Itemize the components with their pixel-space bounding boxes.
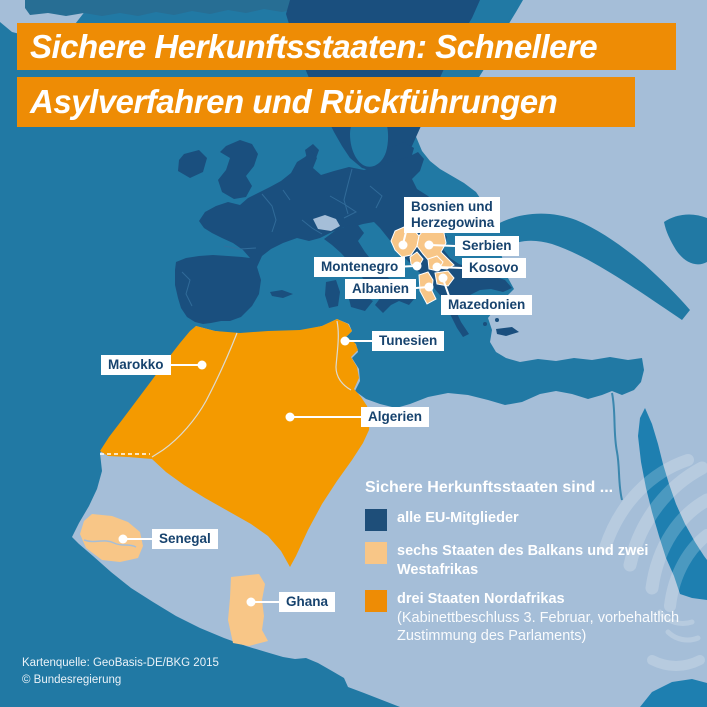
country-label-tunesien: Tunesien (372, 331, 444, 351)
legend-label-north-africa (397, 590, 689, 646)
legend-heading: Sichere Herkunftsstaaten sind ... (365, 479, 614, 496)
country-label-albanien: Albanien (345, 279, 416, 299)
legend-swatch-balkan-westafrica (365, 542, 387, 564)
source-line-copyright: © Bundesregierung (22, 673, 122, 686)
source-line-mapsource: Kartenquelle: GeoBasis-DE/BKG 2015 (22, 657, 219, 669)
legend (365, 479, 695, 657)
country-label-montenegro: Montenegro (314, 257, 405, 277)
legend-item-balkan-westafrica (365, 542, 695, 579)
ghana-shape (228, 574, 268, 646)
source-credit (22, 655, 219, 688)
country-label-kosovo: Kosovo (462, 258, 526, 278)
country-label-algerien: Algerien (361, 407, 429, 427)
country-label-ghana: Ghana (279, 592, 335, 612)
legend-swatch-eu (365, 509, 387, 531)
country-label-bosnien: Bosnien und Herzegowina (404, 197, 500, 233)
country-label-serbien: Serbien (455, 236, 519, 256)
legend-swatch-north-africa (365, 590, 387, 612)
title-bar-line2 (17, 77, 635, 127)
legend-label-eu: alle EU-Mitglieder (397, 510, 519, 526)
legend-item-eu (365, 509, 695, 531)
legend-item-north-africa (365, 590, 695, 646)
legend-label-balkan-westafrica: sechs Staaten des Balkans und zwei Westafrikas (397, 543, 649, 578)
country-label-mazedonien: Mazedonien (441, 295, 532, 315)
title-text-line2: Asylverfahren und Rückführungen (30, 83, 558, 120)
title-text-line1: Sichere Herkunftsstaaten: Schnellere (30, 27, 598, 65)
title-bar-line1 (17, 23, 676, 70)
country-label-marokko: Marokko (101, 355, 171, 375)
legend-label-north-africa-note: (Kabinettbeschluss 3. Februar, vorbehaltlich Zustimmung des Parlaments) (397, 609, 680, 645)
country-label-senegal: Senegal (152, 529, 218, 549)
legend-label-north-africa-title: drei Staaten Nordafrikas (397, 591, 565, 608)
